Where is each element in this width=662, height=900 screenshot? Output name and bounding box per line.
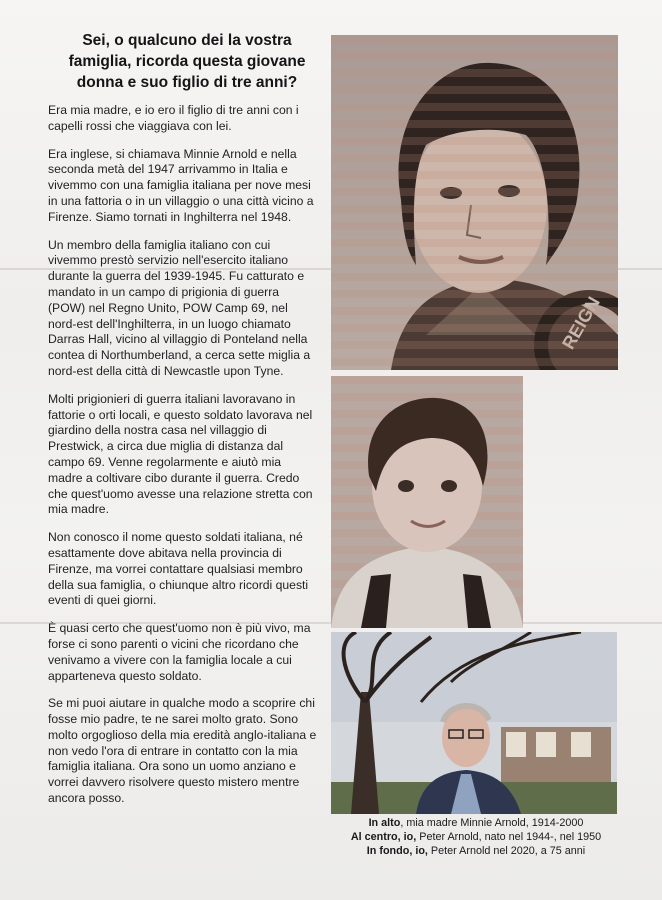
article-paragraph: Era mia madre, e io ero il figlio di tre anni con i capelli rossi che viaggiava con lei. [48, 103, 299, 133]
article-column [48, 30, 318, 819]
older-man-photo [331, 632, 617, 814]
photo-captions [326, 816, 626, 858]
caption-text: Peter Arnold, nato nel 1944-, nel 1950 [416, 831, 602, 843]
article-paragraph: Non conosco il nome questo soldati italiana, né esattamente dove abitava nella provincia di Firenze, ma vorrei contattare qualsiasi membro della sua famiglia, o chiunque altro ricordi questi eventi di quei giorni. [48, 530, 309, 608]
caption-line [326, 830, 626, 844]
caption-lead: In fondo, io, [366, 845, 428, 857]
mother-photo [331, 35, 618, 370]
article-title: Sei, o qualcuno dei la vostra famiglia, ricorda questa giovane donna e suo figlio di tre anni? [68, 32, 306, 91]
child-photo [331, 376, 523, 628]
caption-lead: In alto [368, 817, 401, 829]
article-paragraph: Molti prigionieri di guerra italiani lavoravano in fattorie o orti locali, e questo soldato lavorava nel giardino della nostra casa nel villaggio di Prestwick, a circa due miglia di distanza dal campo 69. Venne regolarmente e aiutò mia madre a coltivare cibo durante il guerra. Credo che quest'uomo avesse una relazione stretta con mia madre. [48, 391, 313, 517]
caption-text: Peter Arnold nel 2020, a 75 anni [427, 845, 586, 857]
caption-line [326, 844, 626, 858]
caption-line [326, 816, 626, 830]
article-paragraph: Se mi puoi aiutare in qualche modo a scoprire chi fosse mio padre, te ne sarei molto grato. Sono molto orgoglioso della mia eredità anglo-italiana e non vedo l'ora di entrare in contatto con la mia famiglia italiana. Ora sono un uomo anziano e vorrei davvero risolvere questo mistero mentre ancora posso. [48, 696, 317, 806]
article-paragraph: Un membro della famiglia italiano con cui vivemmo prestò servizio nell'esercito italiano durante la guerra del 1939-1945. Fu catturato e mandato in un campo di prigionia di guerra (POW) nel Regno Unito, POW Camp 69, nel nord-est dell'Inghilterra, in un luogo chiamato Darras Hall, vicino al villaggio di Ponteland nella contea di Northumberland, a cerca sette miglia a nord-est della città di Newcastle upon Tyne. [48, 237, 311, 378]
caption-lead: Al centro, io, [350, 831, 417, 843]
caption-text: , mia madre Minnie Arnold, 1914-2000 [400, 817, 584, 829]
article-paragraph: È quasi certo che quest'uomo non è più vivo, ma forse ci sono parenti o vicini che ricordano che venivamo a vivere con la famiglia locale a cui apparteneva questo soldato. [48, 621, 311, 683]
article-paragraph: Era inglese, si chiamava Minnie Arnold e nella seconda metà del 1947 arrivammo in Italia e vivemmo con una famiglia italiana per nove mesi in una fattoria o in un villaggio o una città vicino a Firenze. Siamo tornati in Inghilterra nel 1948. [48, 146, 314, 224]
